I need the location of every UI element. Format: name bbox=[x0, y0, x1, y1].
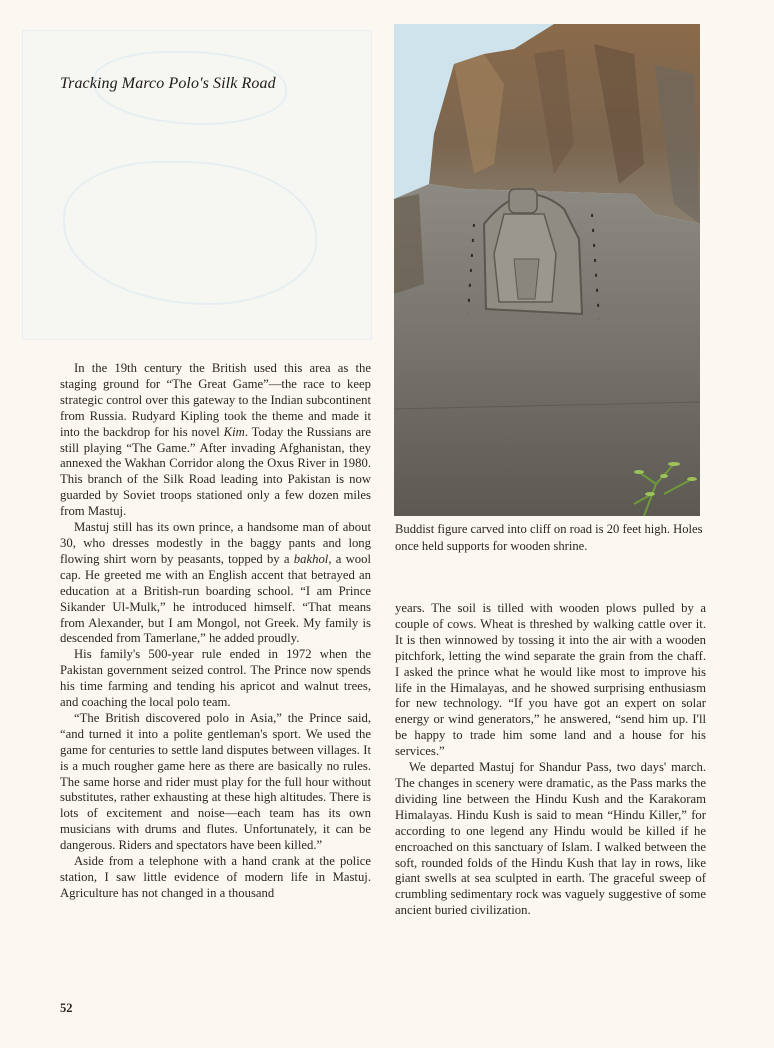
paragraph: Mastuj still has its own prince, a handsome man of about 30, who dresses modestly in the baggy pants and long flowing shirt worn by peasants, topped by a bakhol, a wool cap. He greeted me with an English accent that betrayed an education at a British-run boarding school. “I am Prince Sikander Ul-Mulk,” he introduced himself. “That means from Alexander, but I am Mongol, not Greek. My family is descended from Tamerlane,” he added proudly. bbox=[60, 520, 372, 646]
page-number: 52 bbox=[60, 1001, 73, 1015]
paragraph: In the 19th century the British used this area as the staging ground for “The Great Game”—the race to keep strategic control over this gateway to the Indian subcontinent from Russia. Rudyard Kipling took the theme and made it into the backdrop for his novel Kim. Today the Russians are still playing “The Game.” After invading Afghanistan, they annexed the Wakhan Corridor along the Oxus River in 1980. This branch of the Silk Road leading into Pakistan is now guarded by Soviet troops stationed only a few dozen miles from Mastuj. bbox=[60, 361, 371, 519]
article-left-column bbox=[60, 361, 371, 902]
paragraph: We departed Mastuj for Shandur Pass, two days' march. The changes in scenery were dramatic, as the Pass marks the dividing line between the Hindu Kush and the Karakoram Himalayas. Hindu Kush is said to mean “Hindu Killer,” for according to one legend any Hindu would be killed if he encroached on this sanctuary of Islam. I walked between the soft, rounded folds of the Hindu Kush that lay in rows, like giant swells at sea sculpted in earth. The graceful sweep of crumbling sedimentary rock was vaguely suggestive of some ancient buried civilization. bbox=[395, 760, 706, 918]
paragraph: years. The soil is tilled with wooden plows pulled by a couple of cows. Wheat is threshed by walking cattle over it. It is then winnowed by tossing it into the air with a wooden pitchfork, letting the wind separate the grain from the chaff. I asked the prince what he would like most to improve his life in the Himalayas, and he showed surprising enthusiasm for new technology. “If you have got an expert on solar energy or wind generators,” he answered, “send him up. I'll be happy to trade him some land and a house for his services.” bbox=[395, 601, 706, 759]
buddha-cliff-photo bbox=[394, 24, 700, 516]
paragraph: “The British discovered polo in Asia,” the Prince said, “and turned it into a polite gentleman's sport. We used the game for centuries to settle land disputes between villages. It is a much rougher game here as there are basically no rules. The same horse and rider must play for the full hour without substitutes, rather exhausting at these high altitudes. There is lots of excitement and noise—each team has its own musicians with drums and flutes. Unfortunately, it can be dangerous. Riders and spectators have been killed.” bbox=[60, 710, 371, 853]
article-right-column bbox=[395, 601, 706, 919]
running-head: Tracking Marco Polo's Silk Road bbox=[60, 75, 276, 92]
paragraph: Aside from a telephone with a hand crank at the police station, I saw little evidence of modern life in Mastuj. Agriculture has not changed in a thousand bbox=[60, 854, 371, 900]
paragraph: His family's 500-year rule ended in 1972 when the Pakistan government seized control. The Prince now spends his time farming and tending his apricot and walnut trees, and coaching the local polo team. bbox=[60, 647, 371, 710]
photo-caption: Buddist figure carved into cliff on road is 20 feet high. Holes once held supports for wooden shrine. bbox=[395, 522, 703, 553]
